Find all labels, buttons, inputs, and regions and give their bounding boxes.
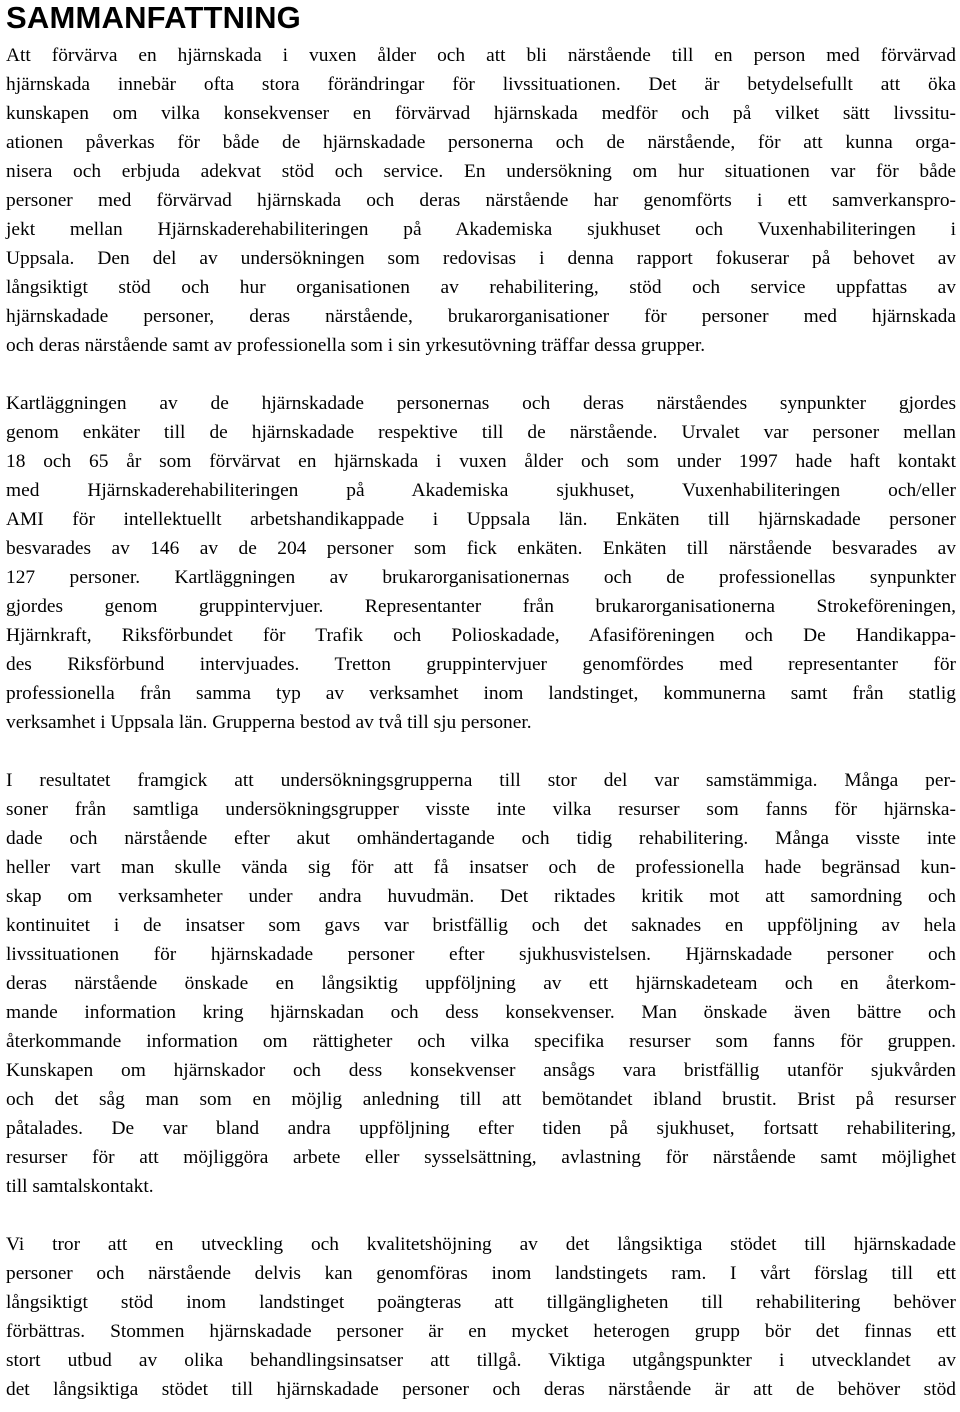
text-line: hjärnskada innebär ofta stora förändringar för livssituationen. Det är betydelsefullt att öka <box>6 74 956 95</box>
text-line: resurser för att möjliggöra arbete eller sysselsättning, avlastning för närstående samt möjlighet <box>6 1147 956 1168</box>
text-line: besvarades av 146 av de 204 personer som fick enkäten. Enkäten till närstående besvarades av <box>6 538 956 559</box>
paragraph-4 <box>6 1230 956 1404</box>
text-line: Kartläggningen av de hjärnskadade personernas och deras närståendes synpunkter gjordes <box>6 393 956 414</box>
text-line: förbättras. Stommen hjärnskadade personer är en mycket heterogen grupp bör det finnas ett <box>6 1321 956 1342</box>
text-line: Kunskapen om hjärnskador och dess konsekvenser ansågs vara bristfällig utanför sjukvården <box>6 1060 956 1081</box>
text-line: återkommande information om rättigheter och vilka specifika resurser som fanns för gruppen. <box>6 1031 956 1052</box>
text-line: dade och närstående efter akut omhändertagande och tidig rehabilitering. Många visste inte <box>6 828 956 849</box>
paragraph-2 <box>6 389 956 737</box>
text-line: långsiktigt stöd inom landstinget poängteras att tillgängligheten till rehabilitering behöver <box>6 1292 956 1313</box>
text-line: AMI för intellektuellt arbetshandikappade i Uppsala län. Enkäten till hjärnskadade personer <box>6 509 956 530</box>
text-line: soner från samtliga undersökningsgrupper visste inte vilka resurser som fanns för hjärnska- <box>6 799 956 820</box>
paragraph-gap <box>6 737 956 766</box>
text-line: påtalades. De var bland andra uppföljning efter tiden på sjukhuset, fortsatt rehabilitering, <box>6 1118 956 1139</box>
text-line: 18 och 65 år som förvärvat en hjärnskada i vuxen ålder och som under 1997 hade haft kontakt <box>6 451 956 472</box>
section-heading: SAMMANFATTNING <box>6 0 301 35</box>
text-line: livssituationen för hjärnskadade personer efter sjukhusvistelsen. Hjärnskadade personer och <box>6 944 956 965</box>
text-line: det långsiktiga stödet till hjärnskadade personer och deras närstående är att de behöver stöd <box>6 1379 956 1400</box>
text-line: nisera och erbjuda adekvat stöd och service. En undersökning om hur situationen var för både <box>6 161 956 182</box>
text-line: heller vart man skulle vända sig för att få insatser och de professionella hade begränsad kun- <box>6 857 956 878</box>
paragraph-gap <box>6 360 956 389</box>
text-line: genom enkäter till de hjärnskadade respektive till de närstående. Urvalet var personer mellan <box>6 422 956 443</box>
text-line: Uppsala. Den del av undersökningen som redovisas i denna rapport fokuserar på behovet av <box>6 248 956 269</box>
text-line: I resultatet framgick att undersökningsgrupperna till stor del var samstämmiga. Många per- <box>6 770 956 791</box>
text-line: deras närstående önskade en långsiktig uppföljning av ett hjärnskadeteam och en återkom- <box>6 973 956 994</box>
text-line: till samtalskontakt. <box>6 1176 154 1197</box>
text-line: verksamhet i Uppsala län. Grupperna bestod av två till sju personer. <box>6 712 532 733</box>
text-line: ationen påverkas för både de hjärnskadade personerna och de närstående, för att kunna orga- <box>6 132 956 153</box>
text-line: jekt mellan Hjärnskaderehabiliteringen på Akademiska sjukhuset och Vuxenhabiliteringen i <box>6 219 956 240</box>
text-line: hjärnskadade personer, deras närstående, brukarorganisationer för personer med hjärnskada <box>6 306 956 327</box>
text-line: stort utbud av olika behandlingsinsatser att tillgå. Viktiga utgångspunkter i utvecklandet av <box>6 1350 956 1371</box>
text-line: gjordes genom gruppintervjuer. Representanter från brukarorganisationerna Strokeföreningen, <box>6 596 956 617</box>
document-page <box>6 0 956 1404</box>
text-line: skap om verksamheter under andra huvudmän. Det riktades kritik mot att samordning och <box>6 886 956 907</box>
text-line: Hjärnkraft, Riksförbundet för Trafik och Polioskadade, Afasiföreningen och De Handikappa- <box>6 625 956 646</box>
text-line: Vi tror att en utveckling och kvalitetshöjning av det långsiktiga stödet till hjärnskadade <box>6 1234 956 1255</box>
paragraph-1 <box>6 41 956 360</box>
text-line: professionella från samma typ av verksamhet inom landstinget, kommunerna samt från statlig <box>6 683 956 704</box>
text-line: Att förvärva en hjärnskada i vuxen ålder och att bli närstående till en person med förvärvad <box>6 45 956 66</box>
text-line: 127 personer. Kartläggningen av brukarorganisationernas och de professionellas synpunkter <box>6 567 956 588</box>
text-line: personer och närstående delvis kan genomföras inom landstingets ram. I vårt förslag till ett <box>6 1263 956 1284</box>
paragraph-gap <box>6 1201 956 1230</box>
text-line: och det såg man som en möjlig anledning till att bemötandet ibland brustit. Brist på resurser <box>6 1089 956 1110</box>
text-line: med Hjärnskaderehabiliteringen på Akademiska sjukhuset, Vuxenhabiliteringen och/eller <box>6 480 956 501</box>
paragraph-3 <box>6 766 956 1201</box>
text-line: kontinuitet i de insatser som gavs var bristfällig och det saknades en uppföljning av hela <box>6 915 956 936</box>
text-line: personer med förvärvad hjärnskada och deras närstående har genomförts i ett samverkanspro- <box>6 190 956 211</box>
text-line: långsiktigt stöd och hur organisationen av rehabilitering, stöd och service uppfattas av <box>6 277 956 298</box>
text-line: mande information kring hjärnskadan och dess konsekvenser. Man önskade även bättre och <box>6 1002 956 1023</box>
text-line: kunskapen om vilka konsekvenser en förvärvad hjärnskada medför och på vilket sätt livssitu- <box>6 103 956 124</box>
text-line: och deras närstående samt av professionella som i sin yrkesutövning träffar dessa grupper. <box>6 335 706 356</box>
text-line: des Riksförbund intervjuades. Tretton gruppintervjuer genomfördes med representanter för <box>6 654 956 675</box>
